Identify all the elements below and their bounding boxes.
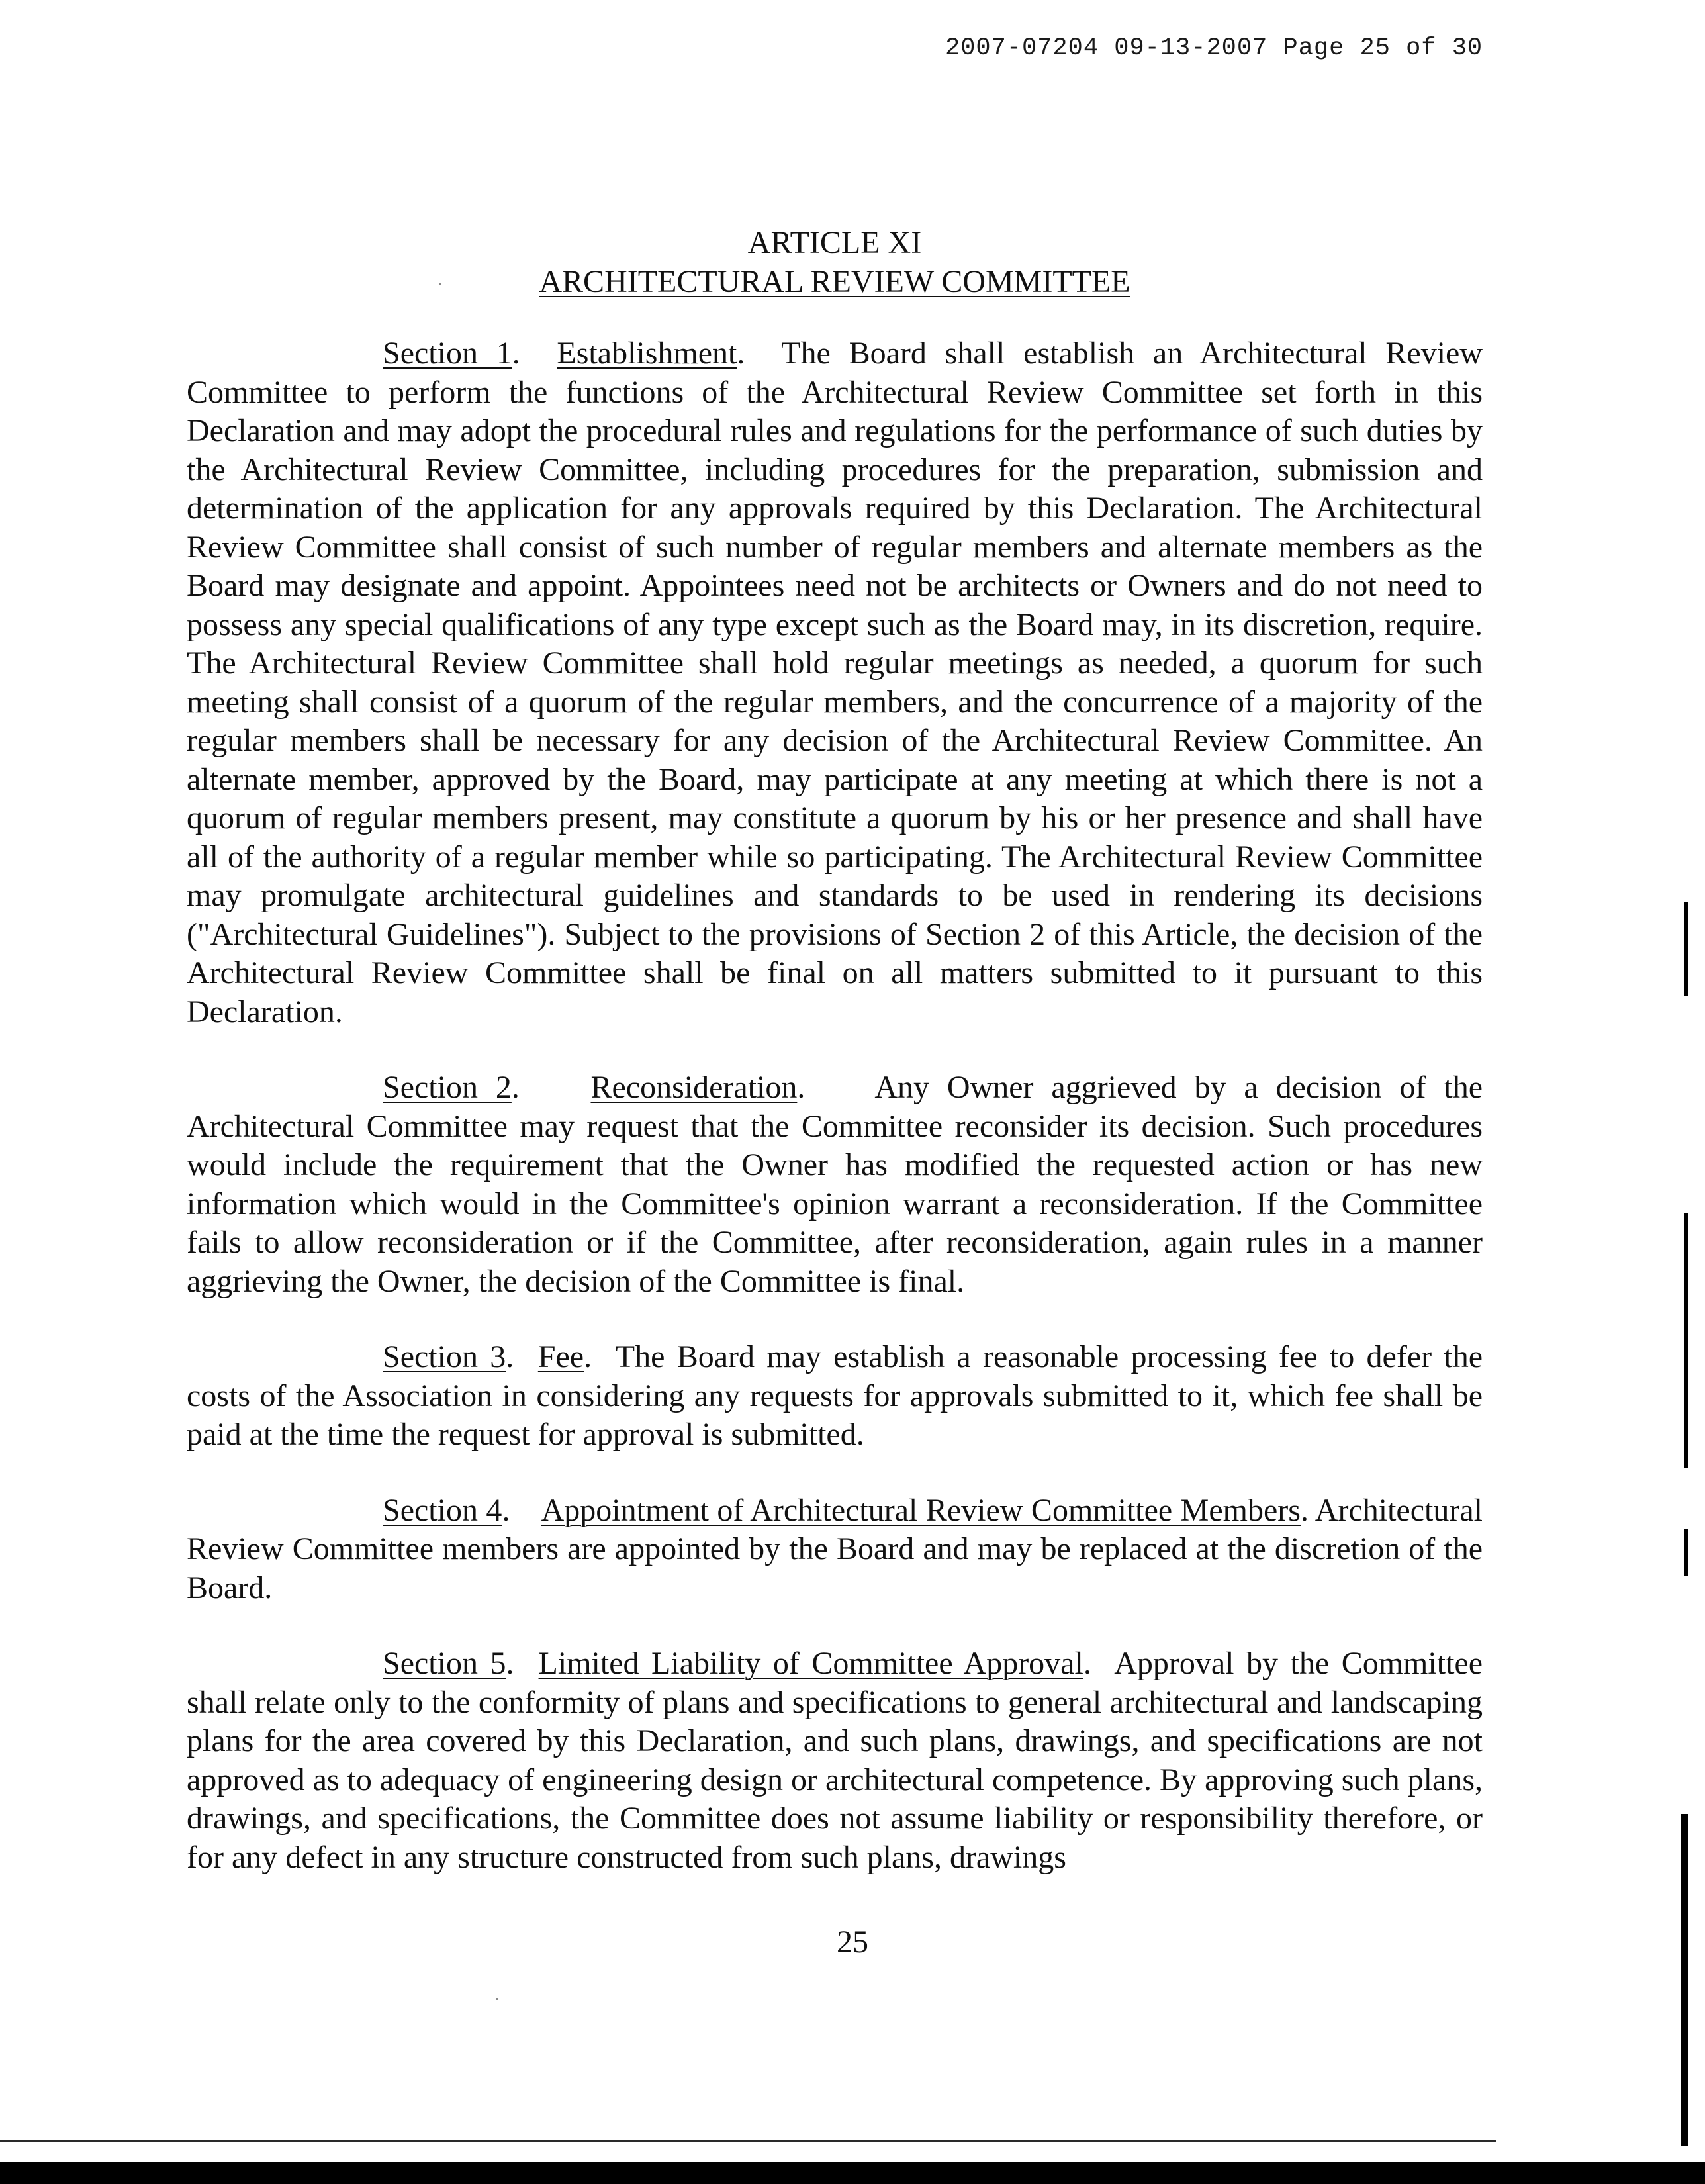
article-subtitle: ARCHITECTURAL REVIEW COMMITTEE xyxy=(539,263,1130,299)
scan-edge-bar xyxy=(1681,1814,1688,2146)
fax-header: 2007-07204 09-13-2007 Page 25 of 30 xyxy=(945,34,1483,62)
section-3: Section 3. Fee. The Board may establish a reasonable processing fee to defer the costs of the Association in considering any requests for approvals submitted to it, which fee shall be paid at the time the request for approval is submitted. xyxy=(187,1339,1483,1452)
section-4: Section 4. Appointment of Architectural Review Committee Members. Architectural Review Committee members are appointed by the Board and may be replaced at the discretion of the Board. xyxy=(187,1492,1483,1605)
article-title: ARTICLE XI xyxy=(747,225,922,260)
section-label: Section 4 xyxy=(383,1492,502,1528)
section-label: Section 5 xyxy=(383,1646,506,1681)
section-body: Any Owner aggrieved by a decision of the Architectural Committee may request that the Committee reconsider its decision. Such procedures would include the requirement that the Owner has modified the requested action or has new information which would in the Committee's opinion warrant a reconsideration. If the Committee fails to allow reconsideration or if the Committee, after reconsideration, again rules in a manner aggrieving the Owner, the decision of the Committee is final. xyxy=(187,1070,1483,1299)
section-2: Section 2. Reconsideration. Any Owner aggrieved by a decision of the Architectural Committee may request that the Committee reconsider its decision. Such procedures would include the requirement that the Owner has modified the requested action or has new information which would in the Committee's opinion warrant a reconsideration. If the Committee fails to allow reconsideration or if the Committee, after reconsideration, again rules in a manner aggrieving the Owner, the decision of the Committee is final. xyxy=(187,1070,1483,1299)
section-body: The Board may establish a reasonable processing fee to defer the costs of the Association in considering any requests for approvals submitted to it, which fee shall be paid at the time the request for approval is submitted. xyxy=(187,1339,1483,1452)
document-body xyxy=(187,224,1483,1877)
scan-edge-bar xyxy=(1684,902,1688,996)
section-5: Section 5. Limited Liability of Committee Approval. Approval by the Committee shall relate only to the conformity of plans and specifications to general architectural and landscaping plans for the area covered by this Declaration, and such plans, drawings, and specifications are not approved as to adequacy of engineering design or architectural competence. By approving such plans, drawings, and specifications, the Committee does not assume liability or responsibility therefore, or for any defect in any structure constructed from such plans, drawings xyxy=(187,1646,1483,1875)
scan-speck xyxy=(439,283,441,285)
section-body: Approval by the Committee shall relate only to the conformity of plans and specifications to general architectural and landscaping plans for the area covered by this Declaration, and such plans, drawings, and specifications are not approved as to adequacy of engineering design or architectural competence. By approving such plans, drawings, and specifications, the Committee does not assume liability or responsibility therefore, or for any defect in any structure constructed from such plans, drawings xyxy=(187,1646,1483,1875)
section-heading: Appointment of Architectural Review Committee Members xyxy=(541,1492,1301,1528)
scan-divider-line xyxy=(0,2140,1496,2142)
scan-edge-bar xyxy=(1684,1529,1688,1576)
section-label: Section 2 xyxy=(383,1070,512,1105)
page-number: 25 xyxy=(837,1924,868,1960)
section-body: Architectural Review Committee members are appointed by the Board and may be replaced at the discretion of the Board. xyxy=(187,1492,1483,1605)
section-heading: Limited Liability of Committee Approval xyxy=(538,1646,1083,1681)
scan-edge-bar xyxy=(1684,1213,1688,1468)
section-label: Section 3 xyxy=(383,1339,506,1374)
section-heading: Fee xyxy=(537,1339,584,1374)
scan-bottom-edge xyxy=(0,2162,1705,2184)
section-heading: Reconsideration xyxy=(590,1070,798,1105)
scan-speck xyxy=(496,1998,498,2000)
section-heading: Establishment xyxy=(557,336,737,371)
section-body: The Board shall establish an Architectural Review Committee to perform the functions of the Architectural Review Committee set forth in this Declaration and may adopt the procedural rules and regulations for the performance of such duties by the Architectural Review Committee, including procedures for the preparation, submission and determination of the application for any approvals required by this Declaration. The Architectural Review Committee shall consist of such number of regular members and alternate members as the Board may designate and appoint. Appointees need not be architects or Owners and do not need to possess any special qualifications of any type except such as the Board may, in its discretion, require. The Architectural Review Committee shall hold regular meetings as needed, a quorum for such meeting shall consist of a quorum of the regular members, and the concurrence of a majority of the regular members shall be necessary for any decision of the Architectural Review Committee. An alternate member, approved by the Board, may participate at any meeting at which there is not a quorum of regular members present, may constitute a quorum by his or her presence and shall have all of the authority of a regular member while so participating. The Architectural Review Committee may promulgate architectural guidelines and standards to be used in rendering its decisions ("Architectural Guidelines"). Subject to the provisions of Section 2 of this Article, the decision of the Architectural Review Committee shall be final on all matters submitted to it pursuant to this Declaration. xyxy=(187,336,1483,1029)
section-1: Section 1. Establishment. The Board shall establish an Architectural Review Committee to perform the functions of the Architectural Review Committee set forth in this Declaration and may adopt the procedural rules and regulations for the performance of such duties by the Architectural Review Committee, including procedures for the preparation, submission and determination of the application for any approvals required by this Declaration. The Architectural Review Committee shall consist of such number of regular members and alternate members as the Board may designate and appoint. Appointees need not be architects or Owners and do not need to possess any special qualifications of any type except such as the Board may, in its discretion, require. The Architectural Review Committee shall hold regular meetings as needed, a quorum for such meeting shall consist of a quorum of the regular members, and the concurrence of a majority of the regular members shall be necessary for any decision of the Architectural Review Committee. An alternate member, approved by the Board, may participate at any meeting at which there is not a quorum of regular members present, may constitute a quorum by his or her presence and shall have all of the authority of a regular member while so participating. The Architectural Review Committee may promulgate architectural guidelines and standards to be used in rendering its decisions ("Architectural Guidelines"). Subject to the provisions of Section 2 of this Article, the decision of the Architectural Review Committee shall be final on all matters submitted to it pursuant to this Declaration. xyxy=(187,336,1483,1029)
section-label: Section 1 xyxy=(383,336,512,371)
